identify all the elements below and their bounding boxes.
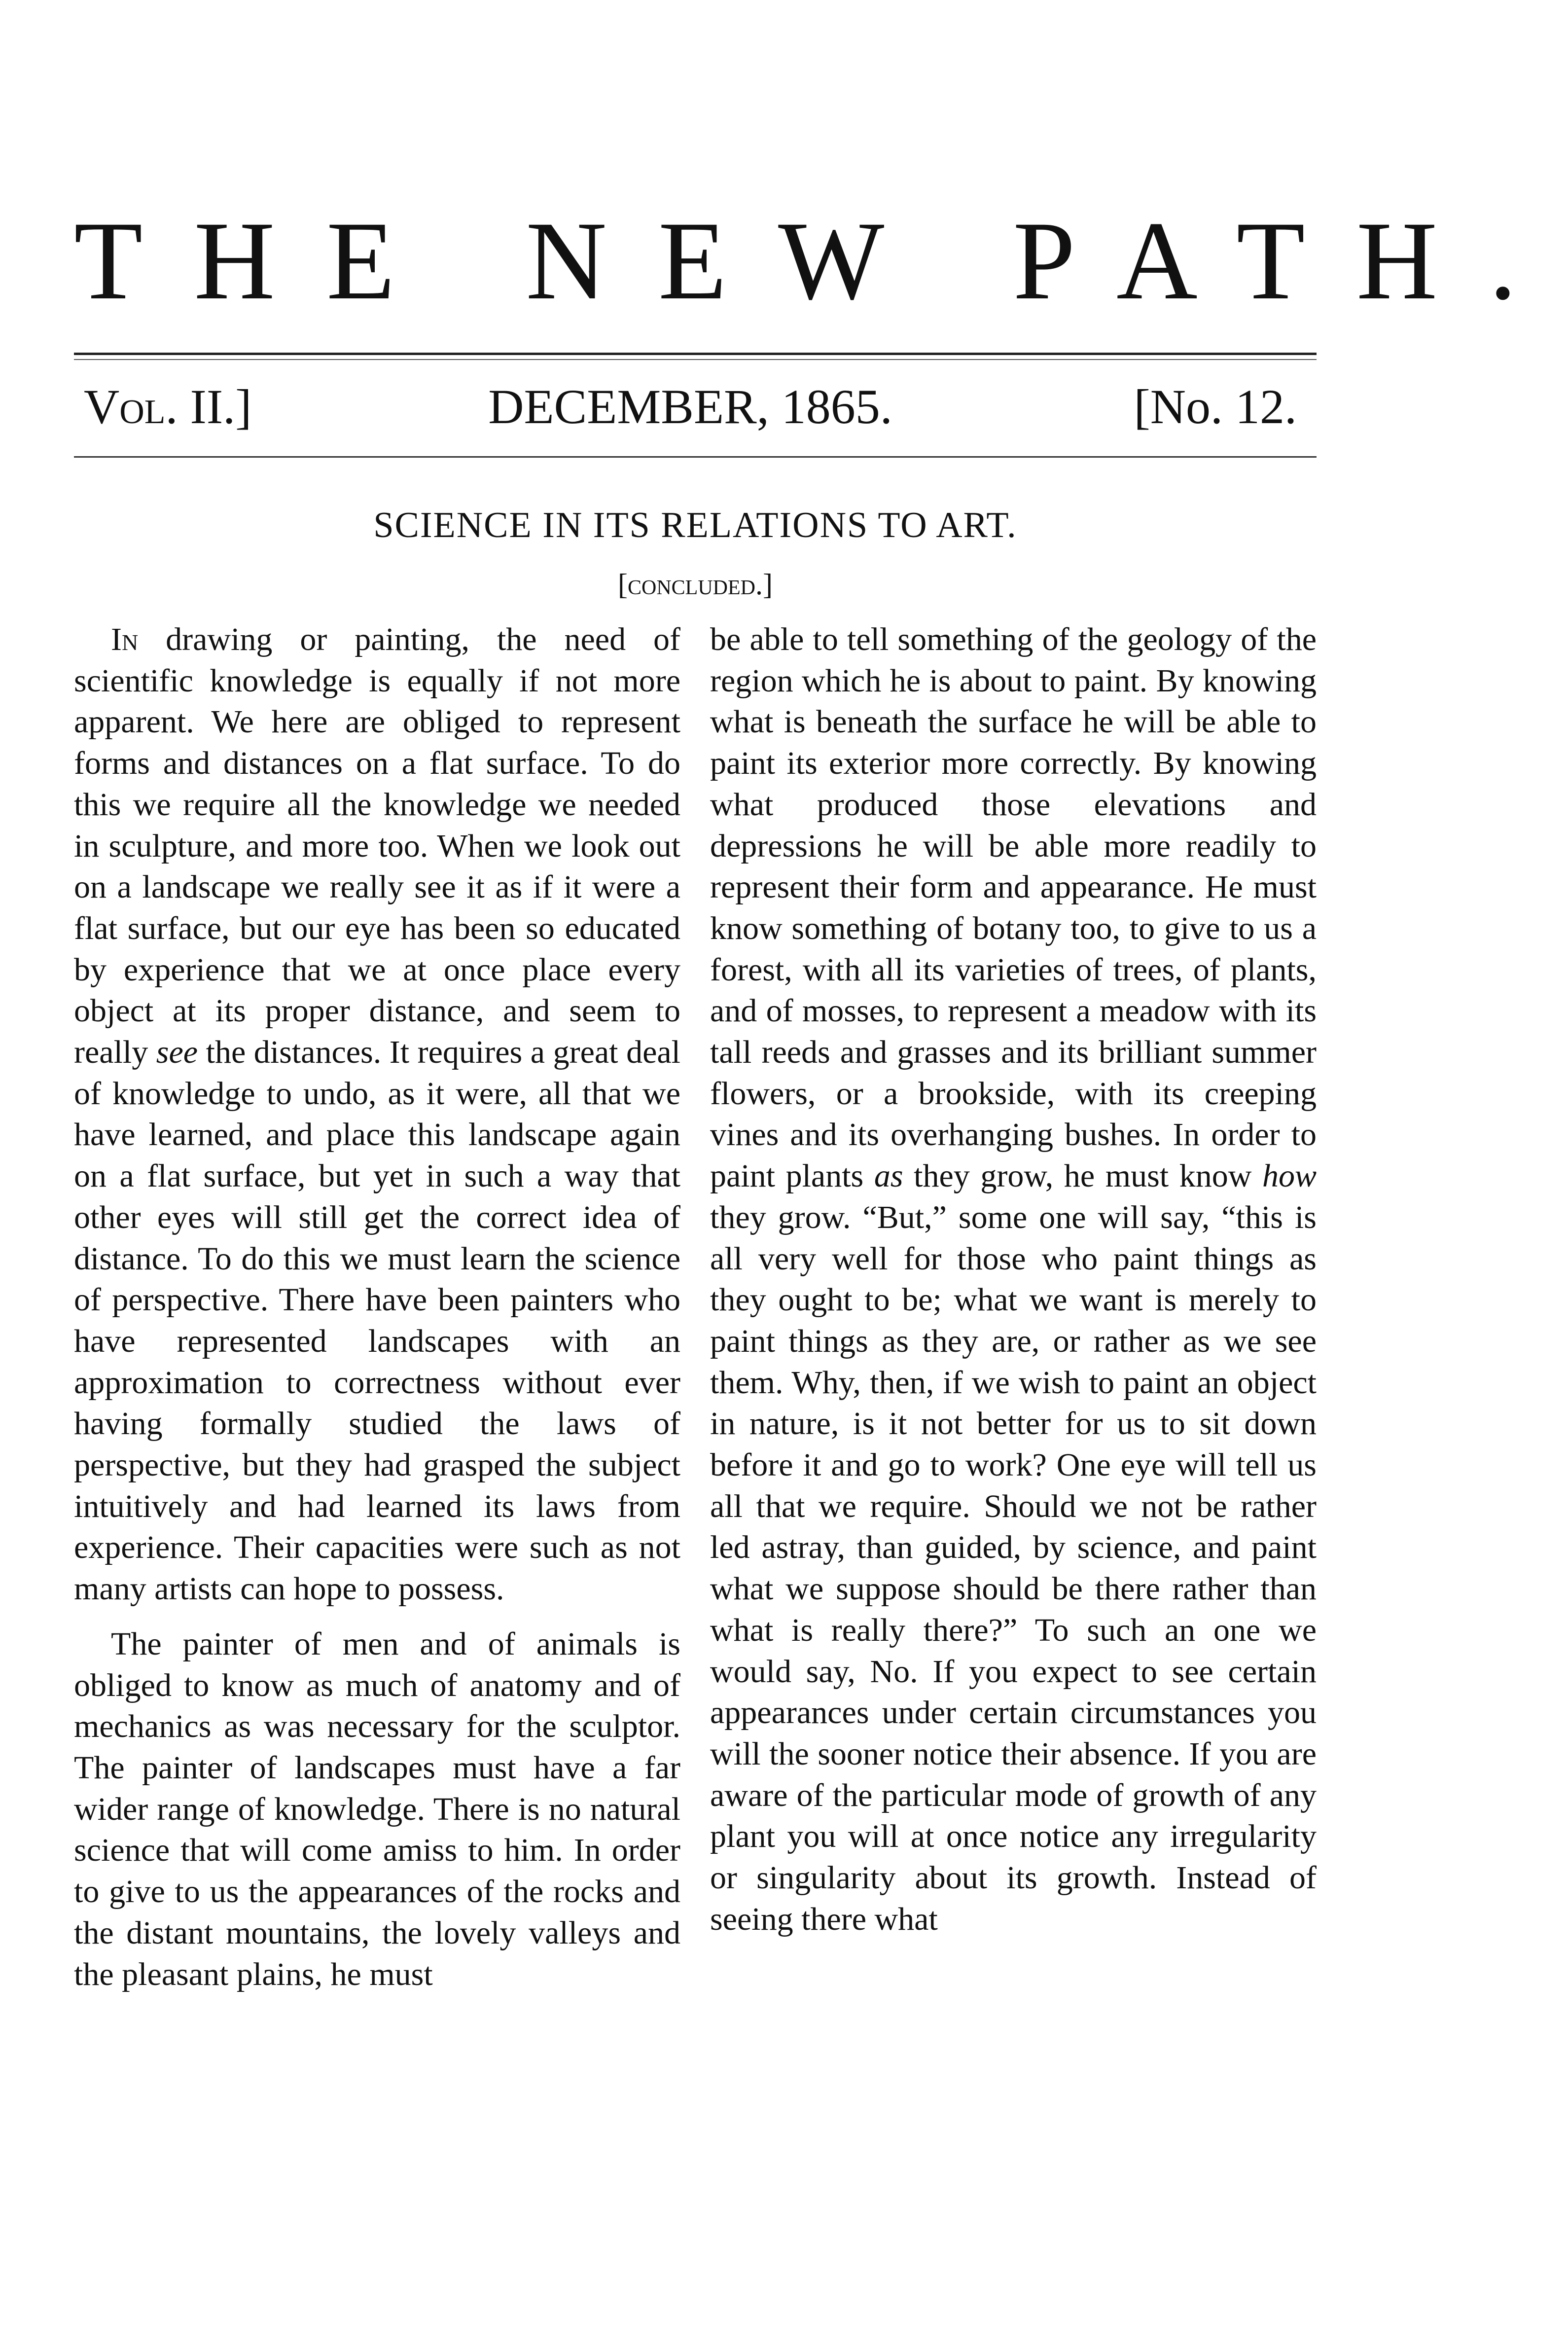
right-text-c: they grow. “But,” some one will say, “this is all very well for those who paint things as they ought to be; what we want is merely to paint things as they are, or rather as we see them. Why, then, if we wish to paint an object in nature, is it not better for us to sit down before it and go to work? One eye will tell us all that we require. Should we not be rather led astray, than guided, by science, and paint what we suppose should be there rather than what is really there?” To such an one we would say, No. If you expect to see certain appearances under certain circumstances you will the sooner notice their absence. If you are aware of the particular mode of growth of any plant you will at once notice any irregularity or singularity about its growth. Instead of seeing there what bbox=[710, 1199, 1317, 1937]
left-column bbox=[74, 619, 680, 1995]
left-p1-text-a: drawing or painting, the need of scientific knowledge is equally if not more apparent. We here are obliged to represent forms and distances on a flat surface. To do this we require all the knowledge we needed in sculpture, and more too. When we look out on a landscape we really see it as if it were a flat surface, but our eye has been so educated by experience that we at once place every object at its proper distance, and seem to really bbox=[74, 621, 680, 1071]
issue-number: [No. 12. bbox=[1134, 379, 1297, 434]
left-p1-text-b: the distances. It requires a great deal of knowledge to undo, as it were, all that we have learned, and place this landscape again on a flat surface, but yet in such a way that other eyes will still get the correct idea of distance. To do this we must learn the science of perspective. There have been painters who have represented landscapes with an approximation to correctness without ever having formally studied the laws of perspective, but they had grasped the subject intuitively and had learned its laws from experience. Their capacities were such as not many artists can hope to possess. bbox=[74, 1034, 680, 1607]
issue-date: DECEMBER, 1865. bbox=[488, 379, 892, 434]
left-paragraph-1 bbox=[74, 619, 680, 1610]
volume-prefix: Vol. bbox=[84, 379, 178, 434]
masthead-title bbox=[74, 199, 1568, 323]
header-rule-top bbox=[74, 353, 1317, 355]
masthead-text: THE NEW PATH. bbox=[74, 199, 1568, 323]
right-paragraph bbox=[710, 619, 1317, 1940]
header-rule-bottom bbox=[74, 456, 1317, 458]
right-column bbox=[710, 619, 1317, 1940]
volume-number: II.] bbox=[178, 379, 252, 434]
header-rule-top-thin bbox=[74, 359, 1317, 360]
left-p1-emphasis: see bbox=[156, 1034, 198, 1071]
right-emphasis-as: as bbox=[874, 1158, 903, 1194]
left-paragraph-2: The painter of men and of animals is obliged to know as much of anatomy and of mechanics as was necessary for the sculptor. The painter of landscapes must have a far wider range of knowledge. There is no natural science that will come amiss to him. In order to give to us the appearances of the rocks and the distant mountains, the lovely valleys and the pleasant plains, he must bbox=[74, 1625, 680, 1992]
article-subtitle: [concluded.] bbox=[618, 568, 773, 601]
drop-lead-word: In bbox=[111, 621, 139, 657]
right-text-a: be able to tell something of the geology of the region which he is about to paint. By knowing what is beneath the surface he will be able to paint its exterior more correctly. By knowing what produced those elevations and depressions he will be able more readily to represent their form and appearance. He must know something of botany too, to give to us a forest, with all its varieties of trees, of plants, and of mosses, to represent a meadow with its tall reeds and grasses and its brilliant summer flowers, or a brookside, with its creeping vines and its overhanging bushes. In order to paint plants bbox=[710, 621, 1317, 1194]
right-text-b: they grow, he must know bbox=[903, 1158, 1262, 1194]
article-title: SCIENCE IN ITS RELATIONS TO ART. bbox=[373, 505, 1017, 545]
issue-line bbox=[84, 375, 1297, 439]
right-emphasis-how: how bbox=[1262, 1158, 1317, 1194]
